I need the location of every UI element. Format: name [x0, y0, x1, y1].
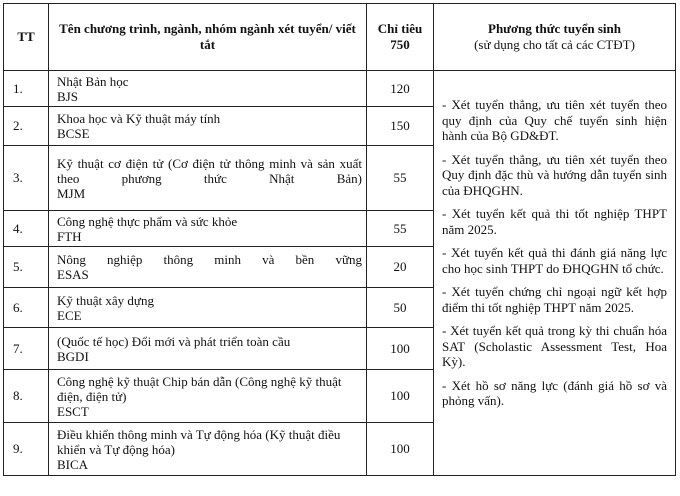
program-quota: 100: [367, 423, 434, 476]
program-name: Khoa học và Kỹ thuật máy tính: [57, 111, 221, 126]
method-item: - Xét tuyển kết quả thi đánh giá năng lực cho học sinh THPT do ĐHQGHN tổ chức.: [442, 245, 667, 276]
program-cell: [49, 370, 367, 423]
program-quota: 150: [367, 107, 434, 146]
program-name: (Quốc tế học) Đổi mới và phát triển toàn cầu: [57, 333, 291, 349]
header-program-name-text: Tên chương trình, ngành, nhóm ngành xét tuyển/ viết tắt: [59, 21, 356, 52]
row-number: 2.: [4, 107, 49, 146]
header-admission-method: [434, 4, 676, 71]
header-program-name: [49, 4, 367, 71]
header-quota: [367, 4, 434, 71]
program-code: FTH: [57, 228, 82, 244]
row-number: 1.: [4, 71, 49, 107]
admission-table: [3, 3, 676, 476]
header-method-title: Phương thức tuyển sinh: [488, 21, 621, 36]
header-tt: TT: [4, 4, 49, 71]
row-number: 5.: [4, 247, 49, 288]
header-quota-title: Chỉ tiêu: [377, 21, 423, 36]
program-cell: [49, 71, 367, 107]
method-item: - Xét tuyển kết quả thi tốt nghiệp THPT năm 2025.: [442, 206, 667, 237]
row-number: 4.: [4, 211, 49, 247]
program-code: BJS: [57, 88, 78, 104]
row-number: 9.: [4, 423, 49, 476]
program-name: Kỹ thuật cơ điện tử (Cơ điện tử thông minh và sản xuất theo phương thức Nhật Bản): [57, 155, 362, 186]
program-name: Nông nghiệp thông minh và bền vững: [57, 252, 362, 267]
header-quota-total: 750: [390, 37, 410, 52]
method-item: - Xét tuyển thẳng, ưu tiên xét tuyển theo Quy định đặc thù và hướng dẫn tuyển sinh của ĐHQGHN.: [442, 151, 667, 198]
program-cell: [49, 288, 367, 328]
program-name: Công nghệ kỹ thuật Chip bán dẫn (Công nghệ kỹ thuật điện, điện tử): [57, 373, 342, 404]
method-item: - Xét tuyển kết quả trong kỳ thi chuẩn hóa SAT (Scholastic Assessment Test, Hoa Kỳ).: [442, 323, 667, 369]
method-item: - Xét hồ sơ năng lực (đánh giá hồ sơ và phỏng vấn).: [442, 377, 667, 408]
program-code: BGDI: [57, 348, 89, 364]
program-cell: [49, 328, 367, 370]
program-code: ECE: [57, 307, 82, 323]
row-number: 7.: [4, 328, 49, 370]
program-cell: [49, 423, 367, 476]
row-number: 6.: [4, 288, 49, 328]
method-item: - Xét tuyển thẳng, ưu tiên xét tuyển theo quy định của Quy chế tuyển sinh hiện hành của Bộ GD&ĐT.: [442, 97, 667, 143]
program-code: MJM: [57, 185, 86, 201]
program-name: Nhật Bản học: [57, 73, 129, 89]
program-quota: 55: [367, 146, 434, 211]
program-name: Kỹ thuật xây dựng: [57, 292, 154, 308]
table-header-row: [4, 4, 676, 71]
header-method-subtitle: (sử dụng cho tất cả các CTĐT): [474, 37, 635, 52]
program-quota: 20: [367, 247, 434, 288]
row-number: 3.: [4, 146, 49, 211]
program-cell: [49, 247, 367, 288]
program-quota: 100: [367, 370, 434, 423]
program-code: ESAS: [57, 267, 89, 282]
program-cell: [49, 107, 367, 146]
program-quota: 120: [367, 71, 434, 107]
program-quota: 55: [367, 211, 434, 247]
program-cell: [49, 211, 367, 247]
program-code: ESCT: [57, 403, 89, 419]
row-number: 8.: [4, 370, 49, 423]
program-cell: [49, 146, 367, 211]
program-code: BICA: [57, 456, 89, 472]
program-quota: 100: [367, 328, 434, 370]
program-code: BCSE: [57, 126, 90, 141]
program-name: Điều khiển thông minh và Tự động hóa (Kỹ thuật điều khiển và Tự động hóa): [57, 426, 341, 457]
admission-methods-cell: [434, 71, 676, 476]
program-quota: 50: [367, 288, 434, 328]
table-row: [4, 71, 676, 107]
method-item: - Xét tuyển chứng chỉ ngoại ngữ kết hợp điểm thi tốt nghiệp THPT năm 2025.: [442, 284, 667, 315]
program-name: Công nghệ thực phẩm và sức khỏe: [57, 213, 238, 229]
